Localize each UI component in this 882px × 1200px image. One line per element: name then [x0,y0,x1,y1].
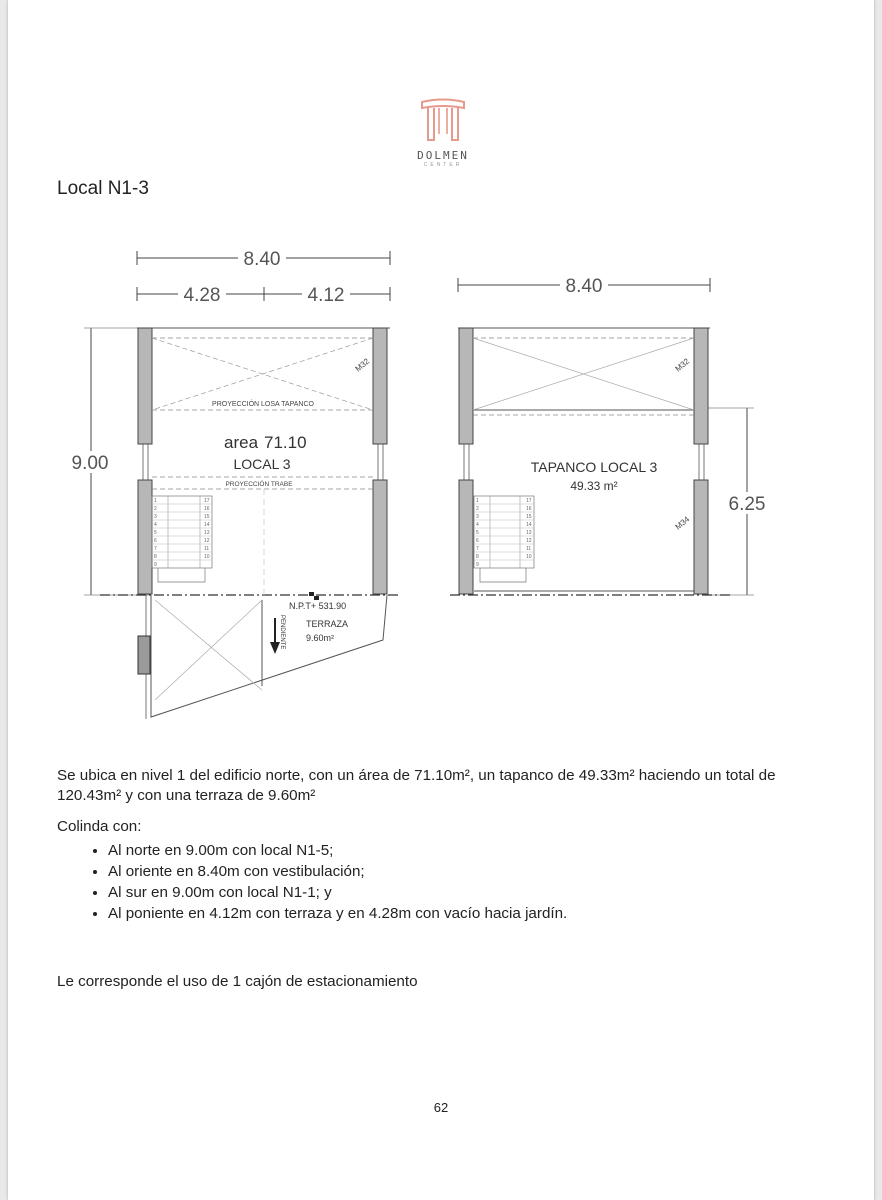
dimension-split [137,285,390,306]
stair-step-number: 10 [204,554,210,560]
colinda-list [57,840,567,924]
stair-step-number: 5 [154,530,157,536]
dimension-total-label: 8.40 [243,249,281,270]
stair-step-number: 4 [476,522,479,528]
stair-step-number: 15 [204,514,210,520]
dimension-total-label-right: 8.40 [565,276,603,297]
dimension-total-width [137,249,390,270]
stair-step-number: 1 [154,498,157,504]
stair-step-number: 1 [476,498,479,504]
wall-segment [373,480,387,594]
plan-tapanco-3 [450,276,770,595]
void-area [473,338,694,415]
wall-tag-top: M32 [673,356,692,374]
stair-step-number: 4 [154,522,157,528]
stair-step-number: 16 [204,506,210,512]
stair-step-number: 14 [204,522,210,528]
stair-step-number: 11 [204,546,210,552]
page-title: Local N1-3 [57,178,149,199]
npt-label: N.P.T+ 531.90 [289,601,347,611]
dimension-height-label-right: 6.25 [728,494,766,515]
area-value: 71.10 [264,433,307,452]
wall-segment [373,328,387,444]
stair-step-number: 8 [154,554,157,560]
wall-tag-side: M34 [673,514,692,532]
wall-segment [694,328,708,444]
stair-step-number: 15 [526,514,532,520]
dimension-total-width-right [458,276,710,297]
terrace-area [138,592,387,719]
description-paragraph: Se ubica en nivel 1 del edificio norte, con un área de 71.10m², un tapanco de 49.33m² haciendo un total de 120.43m² y con una terraza de 9.60m² [57,767,776,804]
terrace-area-label: 9.60m² [306,633,335,643]
wall-segment [459,480,473,594]
stair-step-number: 12 [526,538,532,544]
list-item: • Al poniente en 4.12m con terraza y en 4.28m con vacío hacia jardín. [108,903,567,924]
stair-step-number: 11 [526,546,532,552]
parking-note: Le corresponde el uso de 1 cajón de estacionamiento [57,973,418,990]
logo-subtitle: CENTER [423,162,463,168]
stair-step-number: 13 [526,530,532,536]
slope-arrow-icon [270,618,280,654]
dimension-a-label: 4.28 [183,285,221,306]
stair-step-number: 17 [526,498,532,504]
slope-label: PENDIENTE [279,615,285,650]
stair-step-number: 8 [476,554,479,560]
stair-step-number: 13 [204,530,210,536]
stair-step-number: 7 [154,546,157,552]
stair-step-number: 3 [154,514,157,520]
stair-step-number: 6 [154,538,157,544]
stair-step-number: 6 [476,538,479,544]
list-item: • Al sur en 9.00m con local N1-1; y [108,882,567,903]
area-label: area [224,433,259,452]
projection-beam-label: PROYECCIÓN TRABE [225,481,293,488]
terrace-label: TERRAZA [306,619,349,629]
wall-segment [694,480,708,594]
dimension-height-right [708,408,770,595]
wall-segment [138,480,152,594]
dimension-height [66,328,150,595]
projection-slab [152,338,373,410]
wall-segment [459,328,473,444]
stair-step-number: 9 [476,562,479,568]
tapanco-area: 49.33 m² [570,479,618,493]
wall-segment [138,328,152,444]
stair-step-number: 2 [476,506,479,512]
stair-step-number: 2 [154,506,157,512]
stair-left-plan [152,496,212,582]
list-item: • Al oriente en 8.40m con vestibulación; [108,861,567,882]
projection-beam [152,477,373,489]
stair-step-number: 5 [476,530,479,536]
stair-step-number: 12 [204,538,210,544]
stair-step-number: 9 [154,562,157,568]
colinda-label: Colinda con: [57,818,142,835]
tapanco-name: TAPANCO LOCAL 3 [530,459,658,475]
stair-right-plan [474,496,534,582]
projection-slab-label: PROYECCIÓN LOSA TAPANCO [212,401,314,408]
dimension-height-label: 9.00 [71,453,109,474]
stair-step-number: 14 [526,522,532,528]
logo-wordmark: DOLMEN [417,149,469,162]
wall-tag: M32 [353,356,372,374]
stair-step-number: 7 [476,546,479,552]
dimension-b-label: 4.12 [307,285,345,306]
list-item: • Al norte en 9.00m con local N1-5; [108,840,567,861]
page-number: 62 [433,1100,449,1115]
local-name: LOCAL 3 [233,456,291,472]
wall-segment [138,636,150,674]
stair-step-number: 16 [526,506,532,512]
stair-step-number: 10 [526,554,532,560]
stair-step-number: 3 [476,514,479,520]
plan-local-3 [66,249,400,719]
stair-step-number: 17 [204,498,210,504]
